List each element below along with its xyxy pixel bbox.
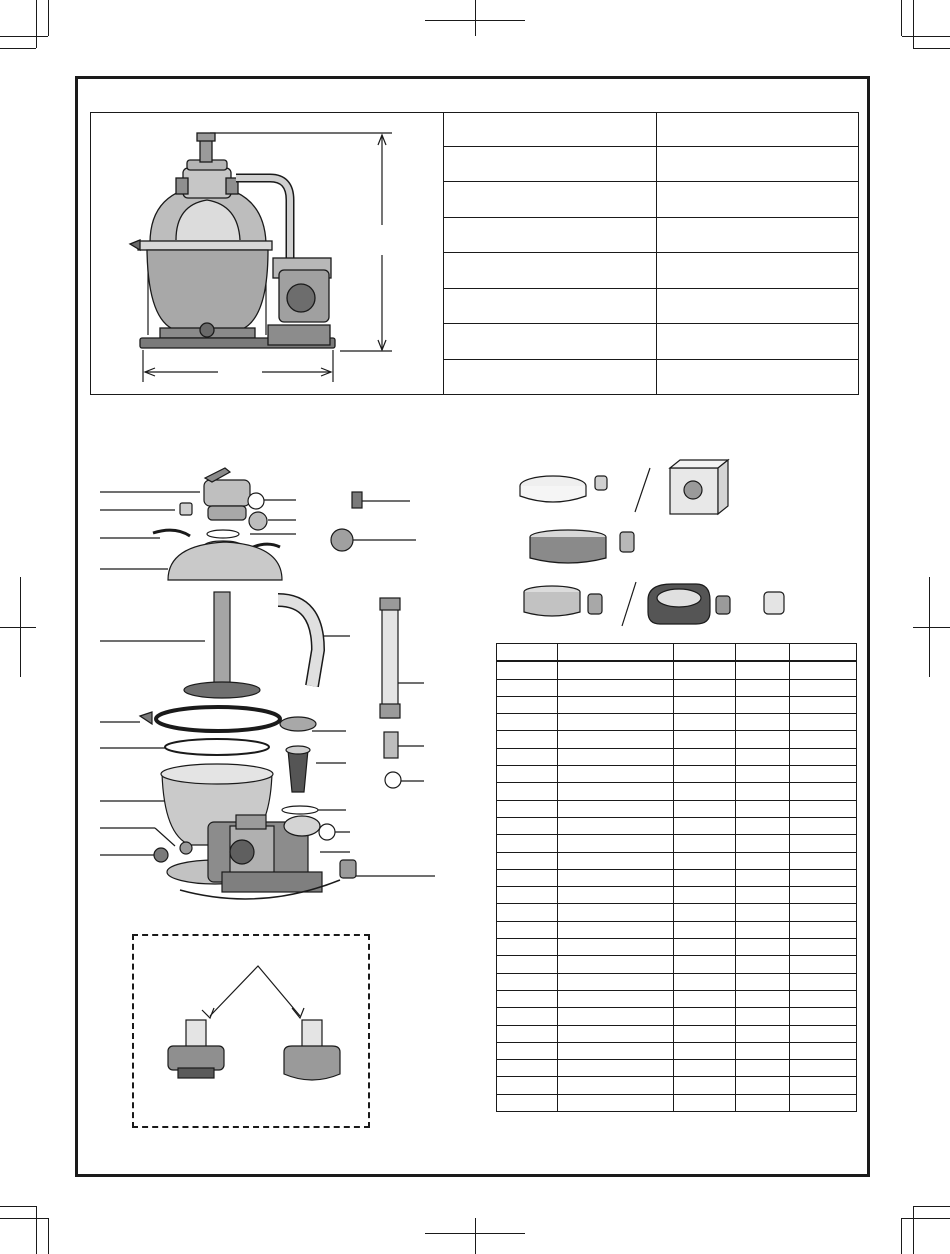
table-cell: [673, 887, 736, 904]
table-row: [497, 1025, 857, 1042]
table-row: [497, 1008, 857, 1025]
table-cell: [736, 783, 790, 800]
table-cell: [790, 956, 857, 973]
table-cell: [790, 748, 857, 765]
table-row: [497, 835, 857, 852]
crop-mark-tr-v1: [901, 0, 902, 36]
crop-mark-tl-h1: [0, 36, 48, 37]
crop-mark-bl-h2: [0, 1218, 48, 1219]
table-cell: [673, 1077, 736, 1094]
table-row: [497, 939, 857, 956]
table-cell: [673, 1094, 736, 1111]
table-cell: [673, 921, 736, 938]
table-cell: [790, 817, 857, 834]
table-row: [497, 783, 857, 800]
spec-row-line: [443, 146, 859, 147]
table-cell: [557, 904, 673, 921]
table-cell: [790, 1008, 857, 1025]
crop-mark-bl-h1: [0, 1206, 36, 1207]
spec-row-line: [443, 288, 859, 289]
table-cell: [673, 783, 736, 800]
table-cell: [557, 748, 673, 765]
crop-mark-left-center-h: [0, 627, 36, 628]
table-row: [497, 1060, 857, 1077]
crop-mark-right-center-h: [913, 627, 950, 628]
table-cell: [557, 1042, 673, 1059]
header-cell: [557, 644, 673, 662]
crop-mark-bl-v1: [36, 1206, 37, 1254]
table-cell: [497, 1094, 558, 1111]
table-cell: [790, 939, 857, 956]
table-cell: [673, 766, 736, 783]
table-cell: [673, 1060, 736, 1077]
table-cell: [790, 1060, 857, 1077]
table-row: [497, 904, 857, 921]
crop-mark-tl-v1: [36, 0, 37, 48]
table-cell: [497, 956, 558, 973]
table-cell: [557, 783, 673, 800]
crop-mark-bl-v2: [48, 1218, 49, 1254]
table-row: [497, 679, 857, 696]
table-row: [497, 714, 857, 731]
spec-row-line: [443, 359, 859, 360]
table-cell: [790, 869, 857, 886]
table-cell: [790, 783, 857, 800]
spec-box: [90, 112, 859, 395]
table-header-row: [497, 644, 857, 662]
table-cell: [557, 973, 673, 990]
table-cell: [497, 766, 558, 783]
table-cell: [557, 731, 673, 748]
table-row: [497, 800, 857, 817]
table-cell: [790, 1042, 857, 1059]
table-cell: [673, 748, 736, 765]
table-cell: [673, 1008, 736, 1025]
table-cell: [497, 852, 558, 869]
table-cell: [497, 835, 558, 852]
table-cell: [557, 939, 673, 956]
table-cell: [557, 1094, 673, 1111]
table-cell: [497, 990, 558, 1007]
spec-row-line: [443, 252, 859, 253]
table-cell: [497, 939, 558, 956]
table-cell: [497, 904, 558, 921]
table-cell: [557, 817, 673, 834]
table-cell: [790, 714, 857, 731]
parts-table: [496, 643, 857, 1112]
table-cell: [790, 696, 857, 713]
crop-mark-br-v1: [901, 1218, 902, 1254]
table-cell: [557, 679, 673, 696]
table-cell: [497, 731, 558, 748]
table-cell: [736, 921, 790, 938]
table-cell: [790, 661, 857, 679]
table-cell: [673, 1042, 736, 1059]
table-cell: [557, 1060, 673, 1077]
table-cell: [673, 973, 736, 990]
table-row: [497, 921, 857, 938]
crop-mark-tr-h2: [913, 48, 950, 49]
table-cell: [736, 1025, 790, 1042]
table-cell: [497, 783, 558, 800]
table-cell: [790, 921, 857, 938]
table-row: [497, 956, 857, 973]
table-cell: [497, 1060, 558, 1077]
table-cell: [497, 1077, 558, 1094]
table-cell: [736, 766, 790, 783]
table-cell: [557, 869, 673, 886]
table-cell: [557, 661, 673, 679]
table-cell: [497, 973, 558, 990]
spec-row-line: [443, 323, 859, 324]
table-row: [497, 887, 857, 904]
table-cell: [790, 1077, 857, 1094]
crop-mark-br-h1: [913, 1206, 950, 1207]
table-row: [497, 990, 857, 1007]
table-cell: [673, 904, 736, 921]
table-cell: [790, 887, 857, 904]
crop-mark-bottom-center-v: [475, 1218, 476, 1254]
table-cell: [557, 1025, 673, 1042]
table-row: [497, 661, 857, 679]
table-cell: [673, 990, 736, 1007]
header-cell: [497, 644, 558, 662]
table-cell: [497, 887, 558, 904]
table-cell: [736, 973, 790, 990]
table-cell: [736, 1060, 790, 1077]
table-cell: [673, 696, 736, 713]
table-cell: [736, 835, 790, 852]
table-cell: [736, 817, 790, 834]
table-cell: [557, 990, 673, 1007]
table-cell: [673, 1025, 736, 1042]
table-cell: [790, 973, 857, 990]
crop-mark-right-center-v: [929, 577, 930, 677]
table-cell: [673, 714, 736, 731]
crop-mark-left-center-v: [20, 577, 21, 677]
table-cell: [790, 766, 857, 783]
table-cell: [736, 990, 790, 1007]
spec-row-line: [443, 181, 859, 182]
table-row: [497, 973, 857, 990]
table-cell: [497, 817, 558, 834]
table-cell: [790, 731, 857, 748]
table-cell: [497, 800, 558, 817]
table-cell: [497, 661, 558, 679]
table-cell: [497, 921, 558, 938]
table-row: [497, 1094, 857, 1111]
table-cell: [497, 1042, 558, 1059]
table-cell: [497, 714, 558, 731]
table-cell: [736, 939, 790, 956]
table-cell: [790, 1094, 857, 1111]
table-cell: [557, 800, 673, 817]
table-cell: [673, 800, 736, 817]
table-cell: [673, 661, 736, 679]
table-cell: [790, 852, 857, 869]
table-row: [497, 748, 857, 765]
header-cell: [673, 644, 736, 662]
table-cell: [736, 1077, 790, 1094]
spec-row-line: [443, 217, 859, 218]
table-cell: [557, 714, 673, 731]
table-cell: [557, 956, 673, 973]
crop-mark-br-h2: [902, 1218, 950, 1219]
table-cell: [557, 1077, 673, 1094]
table-cell: [673, 731, 736, 748]
spec-divider: [443, 112, 444, 395]
table-row: [497, 1077, 857, 1094]
header-cell: [736, 644, 790, 662]
table-cell: [673, 817, 736, 834]
table-cell: [497, 696, 558, 713]
header-cell: [790, 644, 857, 662]
table-cell: [736, 869, 790, 886]
table-cell: [736, 1042, 790, 1059]
table-cell: [736, 696, 790, 713]
crop-mark-br-v2: [913, 1206, 914, 1254]
table-cell: [736, 956, 790, 973]
table-row: [497, 696, 857, 713]
table-cell: [790, 990, 857, 1007]
table-cell: [736, 852, 790, 869]
table-cell: [673, 835, 736, 852]
table-cell: [557, 887, 673, 904]
crop-mark-tl-h2: [0, 48, 36, 49]
table-cell: [557, 766, 673, 783]
table-cell: [736, 731, 790, 748]
table-cell: [736, 800, 790, 817]
table-cell: [790, 800, 857, 817]
table-cell: [557, 835, 673, 852]
crop-mark-tr-h1: [902, 36, 950, 37]
table-cell: [736, 887, 790, 904]
table-cell: [736, 748, 790, 765]
table-cell: [497, 869, 558, 886]
table-cell: [497, 1025, 558, 1042]
table-cell: [673, 679, 736, 696]
table-cell: [673, 956, 736, 973]
table-cell: [736, 679, 790, 696]
crop-mark-tl-v2: [48, 0, 49, 36]
table-row: [497, 869, 857, 886]
table-cell: [673, 869, 736, 886]
table-cell: [736, 1008, 790, 1025]
table-cell: [497, 1008, 558, 1025]
table-cell: [497, 748, 558, 765]
table-cell: [736, 714, 790, 731]
table-cell: [736, 904, 790, 921]
table-cell: [736, 661, 790, 679]
table-cell: [557, 852, 673, 869]
table-cell: [557, 696, 673, 713]
table-row: [497, 766, 857, 783]
accessory-box: [132, 934, 370, 1128]
table-cell: [790, 835, 857, 852]
table-cell: [736, 1094, 790, 1111]
table-row: [497, 731, 857, 748]
table-row: [497, 1042, 857, 1059]
spec-col-line: [656, 112, 657, 395]
table-cell: [497, 679, 558, 696]
table-cell: [790, 904, 857, 921]
table-row: [497, 852, 857, 869]
table-cell: [790, 679, 857, 696]
table-cell: [790, 1025, 857, 1042]
table-cell: [557, 921, 673, 938]
table-cell: [673, 939, 736, 956]
crop-mark-tr-v2: [913, 0, 914, 48]
table-row: [497, 817, 857, 834]
crop-mark-top-center-v: [475, 0, 476, 36]
table-cell: [673, 852, 736, 869]
table-cell: [557, 1008, 673, 1025]
